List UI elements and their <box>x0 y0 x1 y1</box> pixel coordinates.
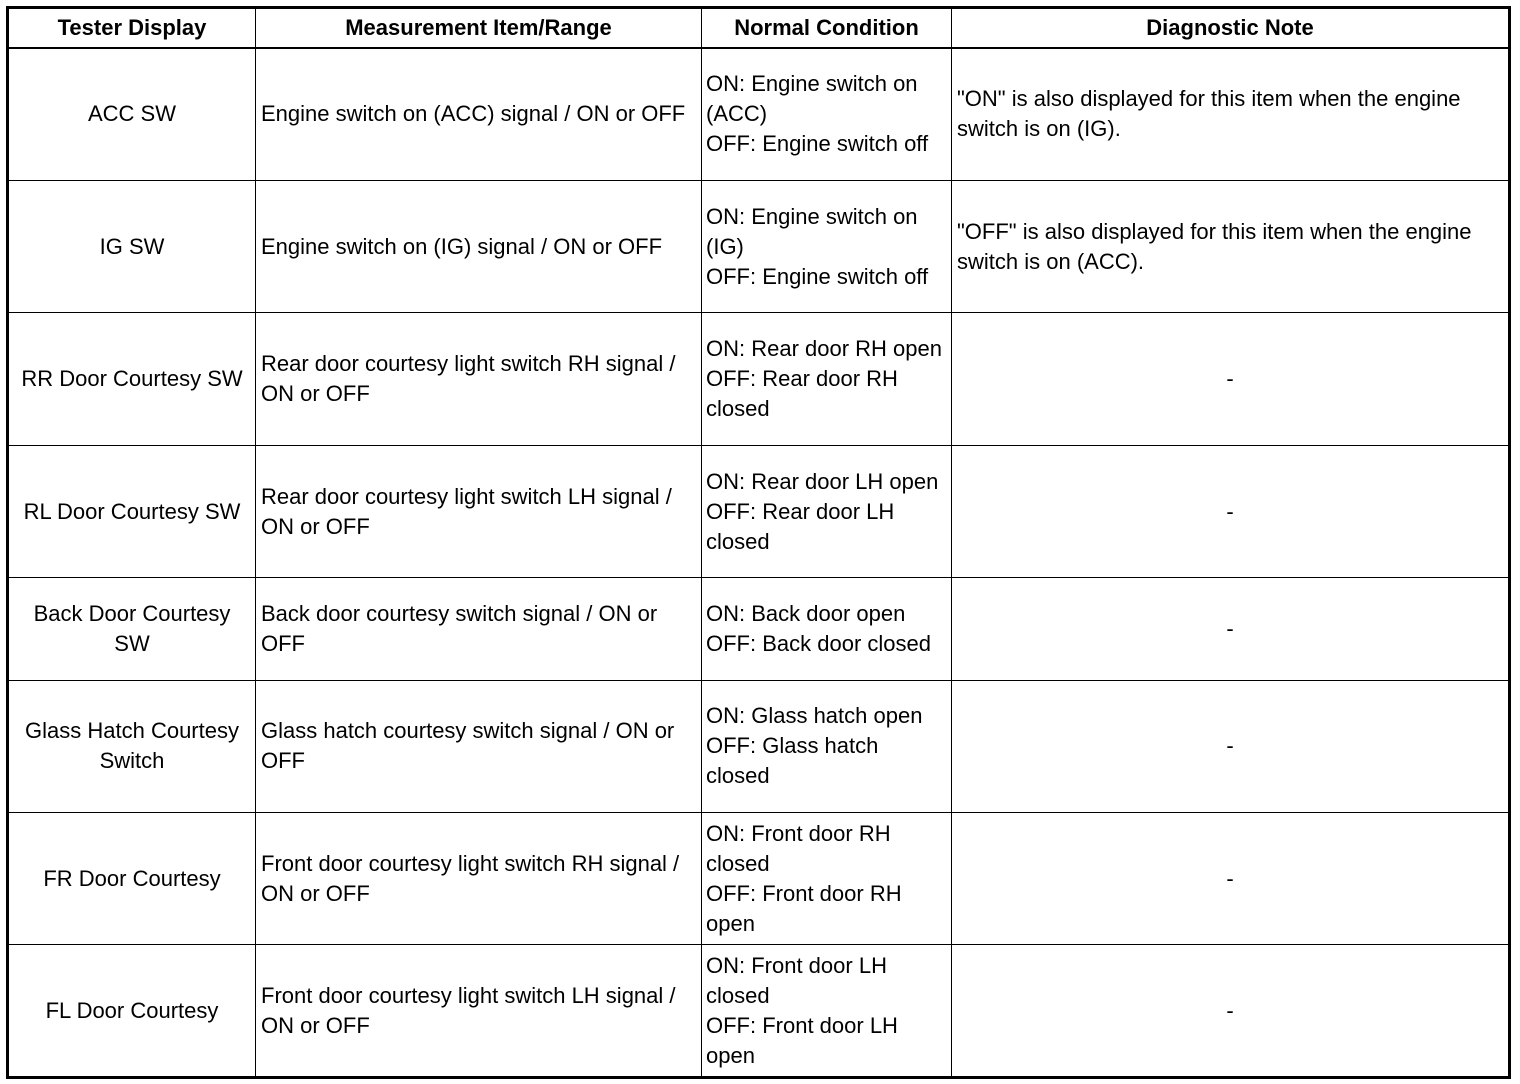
normal-condition-cell: ON: Glass hatch open OFF: Glass hatch closed <box>702 680 952 812</box>
table-row <box>8 945 1510 1078</box>
diagnostic-note-cell: - <box>952 445 1510 577</box>
tester-display-cell: IG SW <box>8 180 256 312</box>
tester-display-cell: ACC SW <box>8 48 256 180</box>
measurement-cell: Back door courtesy switch signal / ON or OFF <box>256 578 702 680</box>
table-row <box>8 680 1510 812</box>
tester-display-cell: RL Door Courtesy SW <box>8 445 256 577</box>
table-row <box>8 813 1510 945</box>
diagnostic-note-cell: - <box>952 578 1510 680</box>
measurement-cell: Front door courtesy light switch RH signal / ON or OFF <box>256 813 702 945</box>
normal-condition-cell: ON: Engine switch on (IG) OFF: Engine switch off <box>702 180 952 312</box>
diagnostic-note-cell: "ON" is also displayed for this item when the engine switch is on (IG). <box>952 48 1510 180</box>
measurement-cell: Rear door courtesy light switch LH signal / ON or OFF <box>256 445 702 577</box>
measurement-cell: Engine switch on (IG) signal / ON or OFF <box>256 180 702 312</box>
normal-condition-cell: ON: Front door LH closed OFF: Front door LH open <box>702 945 952 1078</box>
measurement-cell: Glass hatch courtesy switch signal / ON or OFF <box>256 680 702 812</box>
table-row <box>8 578 1510 680</box>
normal-condition-cell: ON: Rear door RH open OFF: Rear door RH closed <box>702 313 952 445</box>
diagnostic-note-cell: - <box>952 813 1510 945</box>
table-row <box>8 313 1510 445</box>
measurement-cell: Engine switch on (ACC) signal / ON or OFF <box>256 48 702 180</box>
header-diagnostic-note: Diagnostic Note <box>952 8 1510 49</box>
normal-condition-cell: ON: Back door open OFF: Back door closed <box>702 578 952 680</box>
header-measurement-item: Measurement Item/Range <box>256 8 702 49</box>
table-row <box>8 180 1510 312</box>
diagnostic-note-cell: - <box>952 680 1510 812</box>
table-row <box>8 445 1510 577</box>
diagnostic-data-table <box>6 6 1511 1079</box>
header-tester-display: Tester Display <box>8 8 256 49</box>
measurement-cell: Front door courtesy light switch LH signal / ON or OFF <box>256 945 702 1078</box>
diagnostic-note-cell: - <box>952 945 1510 1078</box>
normal-condition-cell: ON: Rear door LH open OFF: Rear door LH closed <box>702 445 952 577</box>
tester-display-cell: Back Door Courtesy SW <box>8 578 256 680</box>
diagnostic-note-cell: - <box>952 313 1510 445</box>
normal-condition-cell: ON: Front door RH closed OFF: Front door RH open <box>702 813 952 945</box>
table-header-row <box>8 8 1510 49</box>
tester-display-cell: FR Door Courtesy <box>8 813 256 945</box>
normal-condition-cell: ON: Engine switch on (ACC) OFF: Engine switch off <box>702 48 952 180</box>
tester-display-cell: FL Door Courtesy <box>8 945 256 1078</box>
table-row <box>8 48 1510 180</box>
tester-display-cell: Glass Hatch Courtesy Switch <box>8 680 256 812</box>
header-normal-condition: Normal Condition <box>702 8 952 49</box>
tester-display-cell: RR Door Courtesy SW <box>8 313 256 445</box>
diagnostic-note-cell: "OFF" is also displayed for this item when the engine switch is on (ACC). <box>952 180 1510 312</box>
measurement-cell: Rear door courtesy light switch RH signal / ON or OFF <box>256 313 702 445</box>
